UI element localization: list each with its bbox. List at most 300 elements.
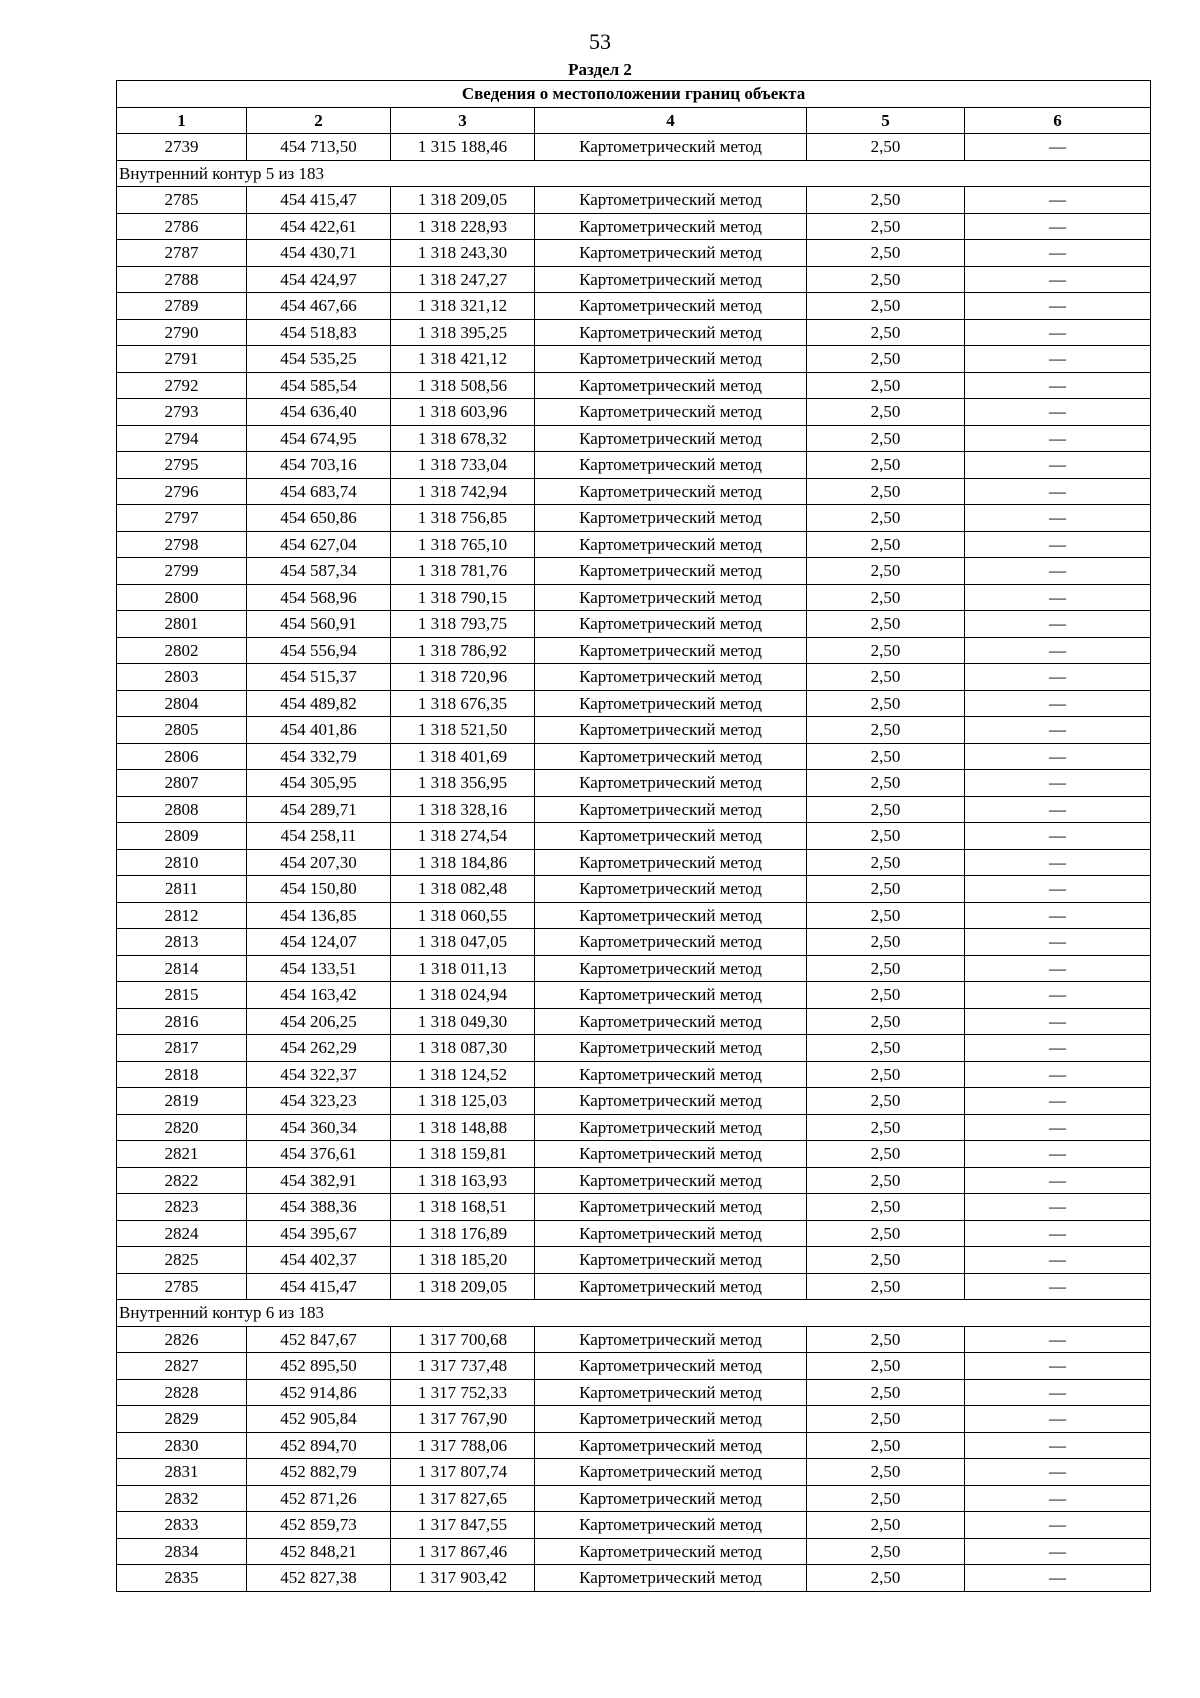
accuracy-cell: 2,50 bbox=[807, 1326, 965, 1353]
x-coordinate-cell: 454 430,71 bbox=[247, 240, 391, 267]
y-coordinate-cell: 1 318 321,12 bbox=[391, 293, 535, 320]
accuracy-cell: 2,50 bbox=[807, 425, 965, 452]
accuracy-cell: 2,50 bbox=[807, 319, 965, 346]
section-title: Раздел 2 bbox=[568, 60, 632, 79]
table-row bbox=[117, 213, 1151, 240]
table-body bbox=[117, 134, 1151, 1592]
description-cell: — bbox=[965, 478, 1151, 505]
table-row bbox=[117, 743, 1151, 770]
point-number-cell: 2792 bbox=[117, 372, 247, 399]
description-cell: — bbox=[965, 955, 1151, 982]
x-coordinate-cell: 454 568,96 bbox=[247, 584, 391, 611]
contour-label-row bbox=[117, 1300, 1151, 1327]
method-cell: Картометрический метод bbox=[535, 134, 807, 161]
description-cell: — bbox=[965, 319, 1151, 346]
accuracy-cell: 2,50 bbox=[807, 346, 965, 373]
y-coordinate-cell: 1 318 508,56 bbox=[391, 372, 535, 399]
method-cell: Картометрический метод bbox=[535, 1141, 807, 1168]
method-cell: Картометрический метод bbox=[535, 664, 807, 691]
description-cell: — bbox=[965, 902, 1151, 929]
method-cell: Картометрический метод bbox=[535, 213, 807, 240]
method-cell: Картометрический метод bbox=[535, 1512, 807, 1539]
point-number-cell: 2786 bbox=[117, 213, 247, 240]
accuracy-cell: 2,50 bbox=[807, 1061, 965, 1088]
y-coordinate-cell: 1 318 328,16 bbox=[391, 796, 535, 823]
accuracy-cell: 2,50 bbox=[807, 664, 965, 691]
table-row bbox=[117, 796, 1151, 823]
method-cell: Картометрический метод bbox=[535, 743, 807, 770]
description-cell: — bbox=[965, 1512, 1151, 1539]
y-coordinate-cell: 1 318 024,94 bbox=[391, 982, 535, 1009]
x-coordinate-cell: 452 894,70 bbox=[247, 1432, 391, 1459]
column-header: 1 bbox=[117, 107, 247, 134]
accuracy-cell: 2,50 bbox=[807, 1379, 965, 1406]
point-number-cell: 2821 bbox=[117, 1141, 247, 1168]
x-coordinate-cell: 454 518,83 bbox=[247, 319, 391, 346]
accuracy-cell: 2,50 bbox=[807, 1247, 965, 1274]
point-number-cell: 2816 bbox=[117, 1008, 247, 1035]
point-number-cell: 2790 bbox=[117, 319, 247, 346]
table-row bbox=[117, 1008, 1151, 1035]
table-row bbox=[117, 187, 1151, 214]
table-row bbox=[117, 982, 1151, 1009]
method-cell: Картометрический метод bbox=[535, 505, 807, 532]
x-coordinate-cell: 454 395,67 bbox=[247, 1220, 391, 1247]
table-row bbox=[117, 505, 1151, 532]
description-cell: — bbox=[965, 425, 1151, 452]
column-header: 2 bbox=[247, 107, 391, 134]
description-cell: — bbox=[965, 584, 1151, 611]
table-row bbox=[117, 1512, 1151, 1539]
description-cell: — bbox=[965, 187, 1151, 214]
y-coordinate-cell: 1 318 678,32 bbox=[391, 425, 535, 452]
description-cell: — bbox=[965, 505, 1151, 532]
x-coordinate-cell: 454 636,40 bbox=[247, 399, 391, 426]
point-number-cell: 2829 bbox=[117, 1406, 247, 1433]
table-row bbox=[117, 1538, 1151, 1565]
y-coordinate-cell: 1 318 243,30 bbox=[391, 240, 535, 267]
point-number-cell: 2826 bbox=[117, 1326, 247, 1353]
x-coordinate-cell: 454 560,91 bbox=[247, 611, 391, 638]
accuracy-cell: 2,50 bbox=[807, 1220, 965, 1247]
x-coordinate-cell: 454 556,94 bbox=[247, 637, 391, 664]
x-coordinate-cell: 452 871,26 bbox=[247, 1485, 391, 1512]
x-coordinate-cell: 452 882,79 bbox=[247, 1459, 391, 1486]
y-coordinate-cell: 1 318 228,93 bbox=[391, 213, 535, 240]
accuracy-cell: 2,50 bbox=[807, 637, 965, 664]
method-cell: Картометрический метод bbox=[535, 982, 807, 1009]
y-coordinate-cell: 1 318 274,54 bbox=[391, 823, 535, 850]
point-number-cell: 2810 bbox=[117, 849, 247, 876]
y-coordinate-cell: 1 318 159,81 bbox=[391, 1141, 535, 1168]
table-row bbox=[117, 266, 1151, 293]
y-coordinate-cell: 1 318 047,05 bbox=[391, 929, 535, 956]
point-number-cell: 2815 bbox=[117, 982, 247, 1009]
description-cell: — bbox=[965, 982, 1151, 1009]
method-cell: Картометрический метод bbox=[535, 1220, 807, 1247]
x-coordinate-cell: 454 650,86 bbox=[247, 505, 391, 532]
x-coordinate-cell: 454 713,50 bbox=[247, 134, 391, 161]
description-cell: — bbox=[965, 1220, 1151, 1247]
point-number-cell: 2833 bbox=[117, 1512, 247, 1539]
accuracy-cell: 2,50 bbox=[807, 293, 965, 320]
point-number-cell: 2822 bbox=[117, 1167, 247, 1194]
table-row bbox=[117, 293, 1151, 320]
y-coordinate-cell: 1 318 124,52 bbox=[391, 1061, 535, 1088]
x-coordinate-cell: 454 376,61 bbox=[247, 1141, 391, 1168]
description-cell: — bbox=[965, 1167, 1151, 1194]
point-number-cell: 2811 bbox=[117, 876, 247, 903]
accuracy-cell: 2,50 bbox=[807, 743, 965, 770]
point-number-cell: 2794 bbox=[117, 425, 247, 452]
point-number-cell: 2791 bbox=[117, 346, 247, 373]
point-number-cell: 2789 bbox=[117, 293, 247, 320]
method-cell: Картометрический метод bbox=[535, 823, 807, 850]
y-coordinate-cell: 1 318 733,04 bbox=[391, 452, 535, 479]
method-cell: Картометрический метод bbox=[535, 478, 807, 505]
description-cell: — bbox=[965, 876, 1151, 903]
description-cell: — bbox=[965, 1485, 1151, 1512]
description-cell: — bbox=[965, 452, 1151, 479]
y-coordinate-cell: 1 317 788,06 bbox=[391, 1432, 535, 1459]
point-number-cell: 2785 bbox=[117, 1273, 247, 1300]
x-coordinate-cell: 454 467,66 bbox=[247, 293, 391, 320]
y-coordinate-cell: 1 318 060,55 bbox=[391, 902, 535, 929]
y-coordinate-cell: 1 318 176,89 bbox=[391, 1220, 535, 1247]
point-number-cell: 2788 bbox=[117, 266, 247, 293]
table-row bbox=[117, 1061, 1151, 1088]
point-number-cell: 2823 bbox=[117, 1194, 247, 1221]
table-row bbox=[117, 240, 1151, 267]
x-coordinate-cell: 454 415,47 bbox=[247, 1273, 391, 1300]
method-cell: Картометрический метод bbox=[535, 531, 807, 558]
accuracy-cell: 2,50 bbox=[807, 1485, 965, 1512]
point-number-cell: 2830 bbox=[117, 1432, 247, 1459]
method-cell: Картометрический метод bbox=[535, 293, 807, 320]
x-coordinate-cell: 452 827,38 bbox=[247, 1565, 391, 1592]
accuracy-cell: 2,50 bbox=[807, 955, 965, 982]
y-coordinate-cell: 1 318 247,27 bbox=[391, 266, 535, 293]
table-row bbox=[117, 346, 1151, 373]
description-cell: — bbox=[965, 213, 1151, 240]
description-cell: — bbox=[965, 399, 1151, 426]
x-coordinate-cell: 454 585,54 bbox=[247, 372, 391, 399]
point-number-cell: 2834 bbox=[117, 1538, 247, 1565]
point-number-cell: 2814 bbox=[117, 955, 247, 982]
y-coordinate-cell: 1 318 209,05 bbox=[391, 1273, 535, 1300]
x-coordinate-cell: 452 905,84 bbox=[247, 1406, 391, 1433]
accuracy-cell: 2,50 bbox=[807, 134, 965, 161]
table-row bbox=[117, 902, 1151, 929]
description-cell: — bbox=[965, 1459, 1151, 1486]
point-number-cell: 2797 bbox=[117, 505, 247, 532]
accuracy-cell: 2,50 bbox=[807, 1565, 965, 1592]
accuracy-cell: 2,50 bbox=[807, 1141, 965, 1168]
point-number-cell: 2739 bbox=[117, 134, 247, 161]
table-row bbox=[117, 1273, 1151, 1300]
point-number-cell: 2824 bbox=[117, 1220, 247, 1247]
column-number-row bbox=[117, 107, 1151, 134]
accuracy-cell: 2,50 bbox=[807, 982, 965, 1009]
point-number-cell: 2787 bbox=[117, 240, 247, 267]
table-row bbox=[117, 1353, 1151, 1380]
method-cell: Картометрический метод bbox=[535, 1088, 807, 1115]
accuracy-cell: 2,50 bbox=[807, 1432, 965, 1459]
y-coordinate-cell: 1 318 521,50 bbox=[391, 717, 535, 744]
accuracy-cell: 2,50 bbox=[807, 1035, 965, 1062]
point-number-cell: 2827 bbox=[117, 1353, 247, 1380]
description-cell: — bbox=[965, 664, 1151, 691]
y-coordinate-cell: 1 317 867,46 bbox=[391, 1538, 535, 1565]
description-cell: — bbox=[965, 372, 1151, 399]
table-row bbox=[117, 584, 1151, 611]
y-coordinate-cell: 1 318 125,03 bbox=[391, 1088, 535, 1115]
table-row bbox=[117, 1565, 1151, 1592]
accuracy-cell: 2,50 bbox=[807, 1353, 965, 1380]
method-cell: Картометрический метод bbox=[535, 1406, 807, 1433]
table-row bbox=[117, 319, 1151, 346]
y-coordinate-cell: 1 318 786,92 bbox=[391, 637, 535, 664]
point-number-cell: 2793 bbox=[117, 399, 247, 426]
description-cell: — bbox=[965, 1035, 1151, 1062]
method-cell: Картометрический метод bbox=[535, 796, 807, 823]
method-cell: Картометрический метод bbox=[535, 452, 807, 479]
x-coordinate-cell: 454 388,36 bbox=[247, 1194, 391, 1221]
y-coordinate-cell: 1 318 676,35 bbox=[391, 690, 535, 717]
description-cell: — bbox=[965, 611, 1151, 638]
description-cell: — bbox=[965, 1326, 1151, 1353]
table-row bbox=[117, 1485, 1151, 1512]
y-coordinate-cell: 1 315 188,46 bbox=[391, 134, 535, 161]
description-cell: — bbox=[965, 1379, 1151, 1406]
x-coordinate-cell: 454 206,25 bbox=[247, 1008, 391, 1035]
description-cell: — bbox=[965, 531, 1151, 558]
point-number-cell: 2819 bbox=[117, 1088, 247, 1115]
accuracy-cell: 2,50 bbox=[807, 372, 965, 399]
accuracy-cell: 2,50 bbox=[807, 770, 965, 797]
method-cell: Картометрический метод bbox=[535, 929, 807, 956]
accuracy-cell: 2,50 bbox=[807, 584, 965, 611]
y-coordinate-cell: 1 318 209,05 bbox=[391, 187, 535, 214]
y-coordinate-cell: 1 318 790,15 bbox=[391, 584, 535, 611]
x-coordinate-cell: 454 489,82 bbox=[247, 690, 391, 717]
accuracy-cell: 2,50 bbox=[807, 187, 965, 214]
contour-label: Внутренний контур 6 из 183 bbox=[117, 1300, 1151, 1327]
y-coordinate-cell: 1 317 807,74 bbox=[391, 1459, 535, 1486]
accuracy-cell: 2,50 bbox=[807, 1008, 965, 1035]
description-cell: — bbox=[965, 929, 1151, 956]
point-number-cell: 2785 bbox=[117, 187, 247, 214]
description-cell: — bbox=[965, 266, 1151, 293]
y-coordinate-cell: 1 318 184,86 bbox=[391, 849, 535, 876]
point-number-cell: 2813 bbox=[117, 929, 247, 956]
x-coordinate-cell: 452 847,67 bbox=[247, 1326, 391, 1353]
method-cell: Картометрический метод bbox=[535, 319, 807, 346]
accuracy-cell: 2,50 bbox=[807, 266, 965, 293]
description-cell: — bbox=[965, 1088, 1151, 1115]
point-number-cell: 2817 bbox=[117, 1035, 247, 1062]
y-coordinate-cell: 1 318 756,85 bbox=[391, 505, 535, 532]
table-row bbox=[117, 770, 1151, 797]
column-header: 5 bbox=[807, 107, 965, 134]
y-coordinate-cell: 1 318 148,88 bbox=[391, 1114, 535, 1141]
table-row bbox=[117, 134, 1151, 161]
table-row bbox=[117, 955, 1151, 982]
description-cell: — bbox=[965, 1141, 1151, 1168]
method-cell: Картометрический метод bbox=[535, 955, 807, 982]
method-cell: Картометрический метод bbox=[535, 849, 807, 876]
accuracy-cell: 2,50 bbox=[807, 796, 965, 823]
method-cell: Картометрический метод bbox=[535, 1326, 807, 1353]
method-cell: Картометрический метод bbox=[535, 1273, 807, 1300]
x-coordinate-cell: 454 627,04 bbox=[247, 531, 391, 558]
description-cell: — bbox=[965, 1194, 1151, 1221]
x-coordinate-cell: 454 703,16 bbox=[247, 452, 391, 479]
column-header: 3 bbox=[391, 107, 535, 134]
point-number-cell: 2828 bbox=[117, 1379, 247, 1406]
y-coordinate-cell: 1 317 847,55 bbox=[391, 1512, 535, 1539]
x-coordinate-cell: 454 163,42 bbox=[247, 982, 391, 1009]
accuracy-cell: 2,50 bbox=[807, 611, 965, 638]
y-coordinate-cell: 1 318 603,96 bbox=[391, 399, 535, 426]
y-coordinate-cell: 1 317 827,65 bbox=[391, 1485, 535, 1512]
method-cell: Картометрический метод bbox=[535, 1538, 807, 1565]
y-coordinate-cell: 1 318 793,75 bbox=[391, 611, 535, 638]
accuracy-cell: 2,50 bbox=[807, 1512, 965, 1539]
point-number-cell: 2803 bbox=[117, 664, 247, 691]
method-cell: Картометрический метод bbox=[535, 372, 807, 399]
method-cell: Картометрический метод bbox=[535, 1247, 807, 1274]
method-cell: Картометрический метод bbox=[535, 1061, 807, 1088]
point-number-cell: 2818 bbox=[117, 1061, 247, 1088]
x-coordinate-cell: 454 150,80 bbox=[247, 876, 391, 903]
y-coordinate-cell: 1 317 767,90 bbox=[391, 1406, 535, 1433]
x-coordinate-cell: 452 895,50 bbox=[247, 1353, 391, 1380]
point-number-cell: 2820 bbox=[117, 1114, 247, 1141]
point-number-cell: 2808 bbox=[117, 796, 247, 823]
table-row bbox=[117, 1194, 1151, 1221]
method-cell: Картометрический метод bbox=[535, 1194, 807, 1221]
y-coordinate-cell: 1 318 781,76 bbox=[391, 558, 535, 585]
x-coordinate-cell: 454 424,97 bbox=[247, 266, 391, 293]
table-row bbox=[117, 690, 1151, 717]
accuracy-cell: 2,50 bbox=[807, 1114, 965, 1141]
table-row bbox=[117, 637, 1151, 664]
description-cell: — bbox=[965, 346, 1151, 373]
point-number-cell: 2812 bbox=[117, 902, 247, 929]
table-row bbox=[117, 425, 1151, 452]
accuracy-cell: 2,50 bbox=[807, 478, 965, 505]
y-coordinate-cell: 1 318 168,51 bbox=[391, 1194, 535, 1221]
table-row bbox=[117, 1035, 1151, 1062]
description-cell: — bbox=[965, 1538, 1151, 1565]
x-coordinate-cell: 454 305,95 bbox=[247, 770, 391, 797]
method-cell: Картометрический метод bbox=[535, 266, 807, 293]
accuracy-cell: 2,50 bbox=[807, 213, 965, 240]
method-cell: Картометрический метод bbox=[535, 1008, 807, 1035]
x-coordinate-cell: 454 258,11 bbox=[247, 823, 391, 850]
x-coordinate-cell: 452 859,73 bbox=[247, 1512, 391, 1539]
method-cell: Картометрический метод bbox=[535, 690, 807, 717]
table-row bbox=[117, 1432, 1151, 1459]
description-cell: — bbox=[965, 134, 1151, 161]
description-cell: — bbox=[965, 1406, 1151, 1433]
point-number-cell: 2805 bbox=[117, 717, 247, 744]
point-number-cell: 2798 bbox=[117, 531, 247, 558]
y-coordinate-cell: 1 318 163,93 bbox=[391, 1167, 535, 1194]
description-cell: — bbox=[965, 743, 1151, 770]
method-cell: Картометрический метод bbox=[535, 1565, 807, 1592]
point-number-cell: 2799 bbox=[117, 558, 247, 585]
accuracy-cell: 2,50 bbox=[807, 823, 965, 850]
y-coordinate-cell: 1 317 903,42 bbox=[391, 1565, 535, 1592]
description-cell: — bbox=[965, 690, 1151, 717]
x-coordinate-cell: 454 415,47 bbox=[247, 187, 391, 214]
accuracy-cell: 2,50 bbox=[807, 531, 965, 558]
column-header: 4 bbox=[535, 107, 807, 134]
y-coordinate-cell: 1 318 011,13 bbox=[391, 955, 535, 982]
table-row bbox=[117, 1459, 1151, 1486]
point-number-cell: 2835 bbox=[117, 1565, 247, 1592]
y-coordinate-cell: 1 318 185,20 bbox=[391, 1247, 535, 1274]
x-coordinate-cell: 454 124,07 bbox=[247, 929, 391, 956]
accuracy-cell: 2,50 bbox=[807, 929, 965, 956]
x-coordinate-cell: 454 322,37 bbox=[247, 1061, 391, 1088]
y-coordinate-cell: 1 318 356,95 bbox=[391, 770, 535, 797]
table-row bbox=[117, 1114, 1151, 1141]
method-cell: Картометрический метод bbox=[535, 187, 807, 214]
accuracy-cell: 2,50 bbox=[807, 1167, 965, 1194]
method-cell: Картометрический метод bbox=[535, 1167, 807, 1194]
x-coordinate-cell: 454 382,91 bbox=[247, 1167, 391, 1194]
table-caption: Сведения о местоположении границ объекта bbox=[117, 81, 1151, 108]
accuracy-cell: 2,50 bbox=[807, 1538, 965, 1565]
table-row bbox=[117, 1247, 1151, 1274]
table-row bbox=[117, 1167, 1151, 1194]
description-cell: — bbox=[965, 558, 1151, 585]
x-coordinate-cell: 454 401,86 bbox=[247, 717, 391, 744]
table-row bbox=[117, 452, 1151, 479]
description-cell: — bbox=[965, 293, 1151, 320]
x-coordinate-cell: 454 323,23 bbox=[247, 1088, 391, 1115]
accuracy-cell: 2,50 bbox=[807, 690, 965, 717]
description-cell: — bbox=[965, 1114, 1151, 1141]
boundary-coordinates-table bbox=[116, 80, 1151, 1592]
point-number-cell: 2809 bbox=[117, 823, 247, 850]
point-number-cell: 2800 bbox=[117, 584, 247, 611]
accuracy-cell: 2,50 bbox=[807, 505, 965, 532]
point-number-cell: 2804 bbox=[117, 690, 247, 717]
method-cell: Картометрический метод bbox=[535, 1459, 807, 1486]
table-row bbox=[117, 558, 1151, 585]
x-coordinate-cell: 454 332,79 bbox=[247, 743, 391, 770]
y-coordinate-cell: 1 318 395,25 bbox=[391, 319, 535, 346]
description-cell: — bbox=[965, 823, 1151, 850]
y-coordinate-cell: 1 317 737,48 bbox=[391, 1353, 535, 1380]
table-caption-row bbox=[117, 81, 1151, 108]
description-cell: — bbox=[965, 770, 1151, 797]
method-cell: Картометрический метод bbox=[535, 902, 807, 929]
column-header: 6 bbox=[965, 107, 1151, 134]
method-cell: Картометрический метод bbox=[535, 637, 807, 664]
table-row bbox=[117, 372, 1151, 399]
x-coordinate-cell: 454 262,29 bbox=[247, 1035, 391, 1062]
y-coordinate-cell: 1 318 765,10 bbox=[391, 531, 535, 558]
accuracy-cell: 2,50 bbox=[807, 717, 965, 744]
point-number-cell: 2831 bbox=[117, 1459, 247, 1486]
method-cell: Картометрический метод bbox=[535, 425, 807, 452]
x-coordinate-cell: 454 515,37 bbox=[247, 664, 391, 691]
